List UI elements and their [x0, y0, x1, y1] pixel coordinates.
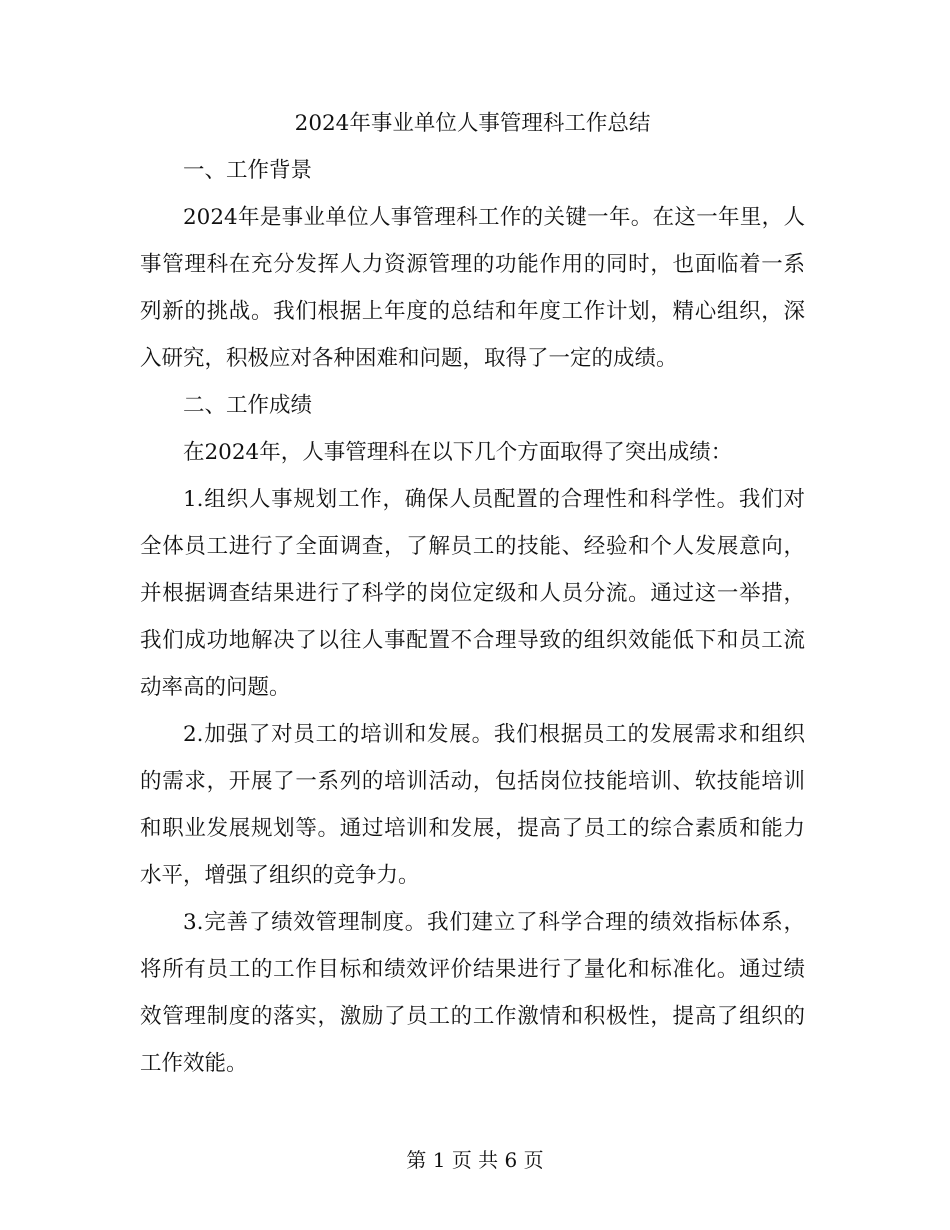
paragraph-achievement-1: 1.组织人事规划工作，确保人员配置的合理性和科学性。我们对全体员工进行了全面调查，了解员工的技能、经验和个人发展意向，并根据调查结果进行了科学的岗位定级和人员分流。通过这一举措，我们成功地解决了以往人事配置不合理导致的组织效能低下和员工流动率高的问题。 — [140, 487, 805, 700]
document-title: 2024年事业单位人事管理科工作总结 — [294, 111, 651, 136]
paragraph-background: 2024年是事业单位人事管理科工作的关键一年。在这一年里，人事管理科在充分发挥人力资源管理的功能作用的同时，也面临着一系列新的挑战。我们根据上年度的总结和年度工作计划，精心组织，深入研究，积极应对各种困难和问题，取得了一定的成绩。 — [140, 205, 805, 371]
page-number-footer: 第 1 页 共 6 页 — [406, 1148, 544, 1172]
paragraph-achievements-intro: 在2024年，人事管理科在以下几个方面取得了突出成绩： — [183, 440, 733, 465]
paragraph-achievement-2: 2.加强了对员工的培训和发展。我们根据员工的发展需求和组织的需求，开展了一系列的培训活动，包括岗位技能培训、软技能培训和职业发展规划等。通过培训和发展，提高了员工的综合素质和能力水平，增强了组织的竞争力。 — [140, 722, 805, 888]
paragraph-achievement-3: 3.完善了绩效管理制度。我们建立了科学合理的绩效指标体系，将所有员工的工作目标和绩效评价结果进行了量化和标准化。通过绩效管理制度的落实，激励了员工的工作激情和积极性，提高了组织的工作效能。 — [140, 910, 805, 1076]
section-heading-achievements: 二、工作成绩 — [183, 393, 313, 418]
document-body — [140, 100, 805, 1087]
section-heading-background: 一、工作背景 — [183, 158, 313, 183]
